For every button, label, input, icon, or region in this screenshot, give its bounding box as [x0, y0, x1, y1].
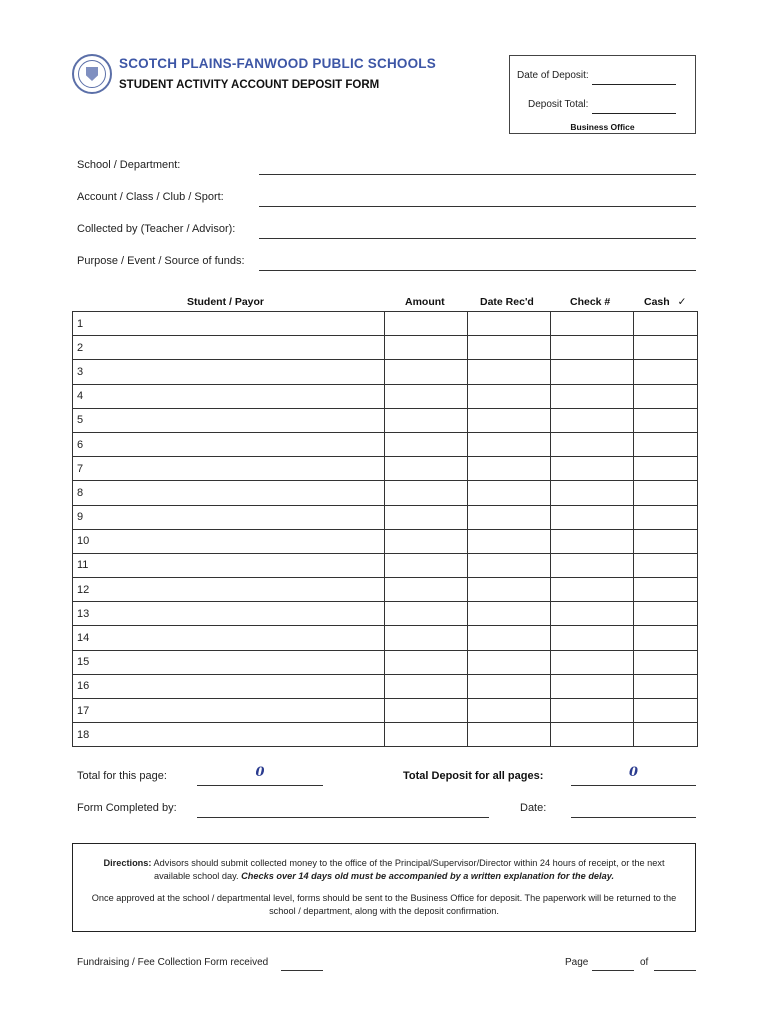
date-received-cell[interactable]: [468, 312, 551, 336]
date-received-cell[interactable]: [468, 553, 551, 577]
account-class-field[interactable]: [259, 206, 696, 207]
directions-lead: Directions:: [103, 858, 152, 868]
fundraising-field[interactable]: [281, 970, 323, 971]
check-number-cell[interactable]: [551, 505, 634, 529]
school-department-label: School / Department:: [77, 159, 181, 171]
student-payor-cell[interactable]: [73, 723, 385, 747]
table-row: [73, 650, 698, 674]
table-row: [73, 699, 698, 723]
table-row: [73, 408, 698, 432]
cash-cell[interactable]: [634, 699, 698, 723]
cash-cell[interactable]: [634, 432, 698, 456]
table-row: [73, 578, 698, 602]
check-number-cell[interactable]: [551, 578, 634, 602]
directions-paragraph-1: [87, 857, 681, 883]
seal-shield: [86, 67, 98, 81]
row-number: 11: [77, 559, 89, 572]
page-count-field[interactable]: [654, 970, 696, 971]
check-number-cell[interactable]: [551, 360, 634, 384]
table-row: [73, 674, 698, 698]
district-seal-icon: [72, 54, 112, 94]
business-office-box: [509, 55, 696, 134]
page-total-field[interactable]: [197, 785, 323, 786]
row-number: 6: [77, 438, 84, 451]
date-received-cell[interactable]: [468, 457, 551, 481]
table-row: [73, 553, 698, 577]
cash-cell[interactable]: [634, 578, 698, 602]
student-payor-cell[interactable]: [73, 336, 385, 360]
table-row: [73, 312, 698, 336]
date-received-cell[interactable]: [468, 360, 551, 384]
row-number: 1: [77, 317, 84, 330]
student-payor-cell[interactable]: [73, 529, 385, 553]
amount-cell[interactable]: [385, 481, 468, 505]
amount-cell[interactable]: [385, 602, 468, 626]
student-payor-cell[interactable]: [73, 384, 385, 408]
amount-cell[interactable]: [385, 626, 468, 650]
row-number: 9: [77, 511, 84, 524]
school-name: SCOTCH PLAINS-FANWOOD PUBLIC SCHOOLS: [119, 56, 436, 71]
cash-cell[interactable]: [634, 602, 698, 626]
collected-by-label: Collected by (Teacher / Advisor):: [77, 223, 236, 235]
student-payor-cell[interactable]: [73, 699, 385, 723]
date-received-cell[interactable]: [468, 481, 551, 505]
row-number: 17: [77, 704, 90, 717]
form-title: STUDENT ACTIVITY ACCOUNT DEPOSIT FORM: [119, 79, 380, 91]
directions-paragraph-2: Once approved at the school / departmental level, forms should be sent to the Business Office for deposit. The paperwork will be returned to the school / department, along with the deposit confirmation.: [91, 893, 677, 916]
purpose-field[interactable]: [259, 270, 696, 271]
student-payor-cell[interactable]: [73, 312, 385, 336]
check-number-cell[interactable]: [551, 626, 634, 650]
row-number: 3: [77, 365, 84, 378]
check-number-cell[interactable]: [551, 602, 634, 626]
date-received-cell[interactable]: [468, 650, 551, 674]
cash-cell[interactable]: [634, 553, 698, 577]
row-number: 8: [77, 486, 84, 499]
student-payor-cell[interactable]: [73, 553, 385, 577]
directions-text-1: Advisors should submit collected money to the office of the Principal/Supervisor/Director within 24 hours of receipt, or the next available school day.: [151, 858, 665, 881]
check-number-cell[interactable]: [551, 723, 634, 747]
cash-cell[interactable]: [634, 505, 698, 529]
header-cash: [644, 296, 686, 308]
check-number-cell[interactable]: [551, 553, 634, 577]
date-received-cell[interactable]: [468, 432, 551, 456]
amount-cell[interactable]: [385, 578, 468, 602]
amount-cell[interactable]: [385, 505, 468, 529]
cash-cell[interactable]: [634, 626, 698, 650]
student-payor-cell[interactable]: [73, 408, 385, 432]
row-number: 13: [77, 607, 90, 620]
student-payor-cell[interactable]: [73, 432, 385, 456]
student-payor-cell[interactable]: [73, 481, 385, 505]
cash-cell[interactable]: [634, 529, 698, 553]
account-class-label: Account / Class / Club / Sport:: [77, 191, 224, 203]
amount-cell[interactable]: [385, 553, 468, 577]
cash-cell[interactable]: [634, 650, 698, 674]
row-number: 12: [77, 583, 90, 596]
page-label: Page: [565, 957, 589, 968]
header-check-number: Check #: [570, 296, 611, 308]
date-label: Date:: [520, 802, 547, 814]
check-number-cell[interactable]: [551, 481, 634, 505]
table-row: [73, 457, 698, 481]
page-total-label: Total for this page:: [77, 770, 167, 782]
page-number-field[interactable]: [592, 970, 634, 971]
table-row: [73, 360, 698, 384]
student-payor-cell[interactable]: [73, 578, 385, 602]
check-number-cell[interactable]: [551, 529, 634, 553]
student-payor-cell[interactable]: [73, 674, 385, 698]
cash-cell[interactable]: [634, 674, 698, 698]
student-payor-cell[interactable]: [73, 626, 385, 650]
cash-cell[interactable]: [634, 723, 698, 747]
deposit-total-label: Deposit Total:: [528, 99, 589, 110]
check-number-cell[interactable]: [551, 457, 634, 481]
date-received-cell[interactable]: [468, 602, 551, 626]
row-number: 18: [77, 728, 90, 741]
student-payor-cell[interactable]: [73, 602, 385, 626]
table-row: [73, 384, 698, 408]
cash-cell[interactable]: [634, 312, 698, 336]
all-pages-total-label: Total Deposit for all pages:: [403, 770, 544, 782]
date-received-cell[interactable]: [468, 674, 551, 698]
date-received-cell[interactable]: [468, 408, 551, 432]
header-student-payor: Student / Payor: [187, 296, 265, 308]
amount-cell[interactable]: [385, 457, 468, 481]
all-pages-total-value: 0: [628, 765, 639, 780]
date-received-cell[interactable]: [468, 723, 551, 747]
row-number: 2: [77, 341, 84, 354]
amount-cell[interactable]: [385, 699, 468, 723]
amount-cell[interactable]: [385, 529, 468, 553]
directions-emphasis: Checks over 14 days old must be accompanied by a written explanation for the delay.: [241, 871, 615, 881]
date-received-cell[interactable]: [468, 626, 551, 650]
page-total-value: 0: [255, 765, 265, 780]
amount-cell[interactable]: [385, 408, 468, 432]
student-payor-cell[interactable]: [73, 360, 385, 384]
row-number: 15: [77, 656, 90, 669]
check-number-cell[interactable]: [551, 699, 634, 723]
of-label: of: [640, 957, 649, 968]
check-number-cell[interactable]: [551, 312, 634, 336]
cash-cell[interactable]: [634, 408, 698, 432]
date-field[interactable]: [571, 817, 696, 818]
row-number: 5: [77, 414, 84, 427]
amount-cell[interactable]: [385, 432, 468, 456]
cash-cell[interactable]: [634, 336, 698, 360]
purpose-label: Purpose / Event / Source of funds:: [77, 255, 245, 267]
amount-cell[interactable]: [385, 674, 468, 698]
amount-cell[interactable]: [385, 336, 468, 360]
amount-cell[interactable]: [385, 312, 468, 336]
completed-by-label: Form Completed by:: [77, 802, 177, 814]
student-payor-cell[interactable]: [73, 505, 385, 529]
school-department-field[interactable]: [259, 174, 696, 175]
fundraising-label: Fundraising / Fee Collection Form received: [77, 957, 269, 968]
collected-by-field[interactable]: [259, 238, 696, 239]
amount-cell[interactable]: [385, 650, 468, 674]
student-payor-cell[interactable]: [73, 650, 385, 674]
row-number: 10: [77, 535, 90, 548]
checkmark-icon: ✓: [677, 296, 687, 308]
cash-cell[interactable]: [634, 360, 698, 384]
check-number-cell[interactable]: [551, 674, 634, 698]
header-cash-label: Cash: [644, 296, 670, 308]
check-number-cell[interactable]: [551, 432, 634, 456]
check-number-cell[interactable]: [551, 650, 634, 674]
table-row: [73, 432, 698, 456]
all-pages-total-field[interactable]: [571, 785, 696, 786]
seal-inner-ring: [78, 60, 106, 88]
row-number: 14: [77, 632, 90, 645]
date-received-cell[interactable]: [468, 699, 551, 723]
header-amount: Amount: [405, 296, 445, 308]
directions-box: [72, 843, 696, 932]
table-row: [73, 505, 698, 529]
date-received-cell[interactable]: [468, 505, 551, 529]
table-row: [73, 626, 698, 650]
deposit-table: [72, 311, 698, 747]
check-number-cell[interactable]: [551, 384, 634, 408]
business-office-label: Business Office: [570, 122, 635, 132]
date-received-cell[interactable]: [468, 384, 551, 408]
date-received-cell[interactable]: [468, 578, 551, 602]
table-row: [73, 529, 698, 553]
row-number: 4: [77, 390, 84, 403]
table-row: [73, 602, 698, 626]
check-number-cell[interactable]: [551, 408, 634, 432]
check-number-cell[interactable]: [551, 336, 634, 360]
date-received-cell[interactable]: [468, 529, 551, 553]
row-number: 7: [77, 462, 84, 475]
table-row: [73, 723, 698, 747]
table-row: [73, 481, 698, 505]
cash-cell[interactable]: [634, 384, 698, 408]
row-number: 16: [77, 680, 90, 693]
cash-cell[interactable]: [634, 481, 698, 505]
amount-cell[interactable]: [385, 384, 468, 408]
completed-by-field[interactable]: [197, 817, 489, 818]
student-payor-cell[interactable]: [73, 457, 385, 481]
date-of-deposit-field[interactable]: [592, 84, 676, 85]
table-row: [73, 336, 698, 360]
amount-cell[interactable]: [385, 360, 468, 384]
amount-cell[interactable]: [385, 723, 468, 747]
cash-cell[interactable]: [634, 457, 698, 481]
header-date-received: Date Rec'd: [480, 296, 534, 308]
date-of-deposit-label: Date of Deposit:: [517, 70, 589, 81]
date-received-cell[interactable]: [468, 336, 551, 360]
deposit-total-field[interactable]: [592, 113, 676, 114]
